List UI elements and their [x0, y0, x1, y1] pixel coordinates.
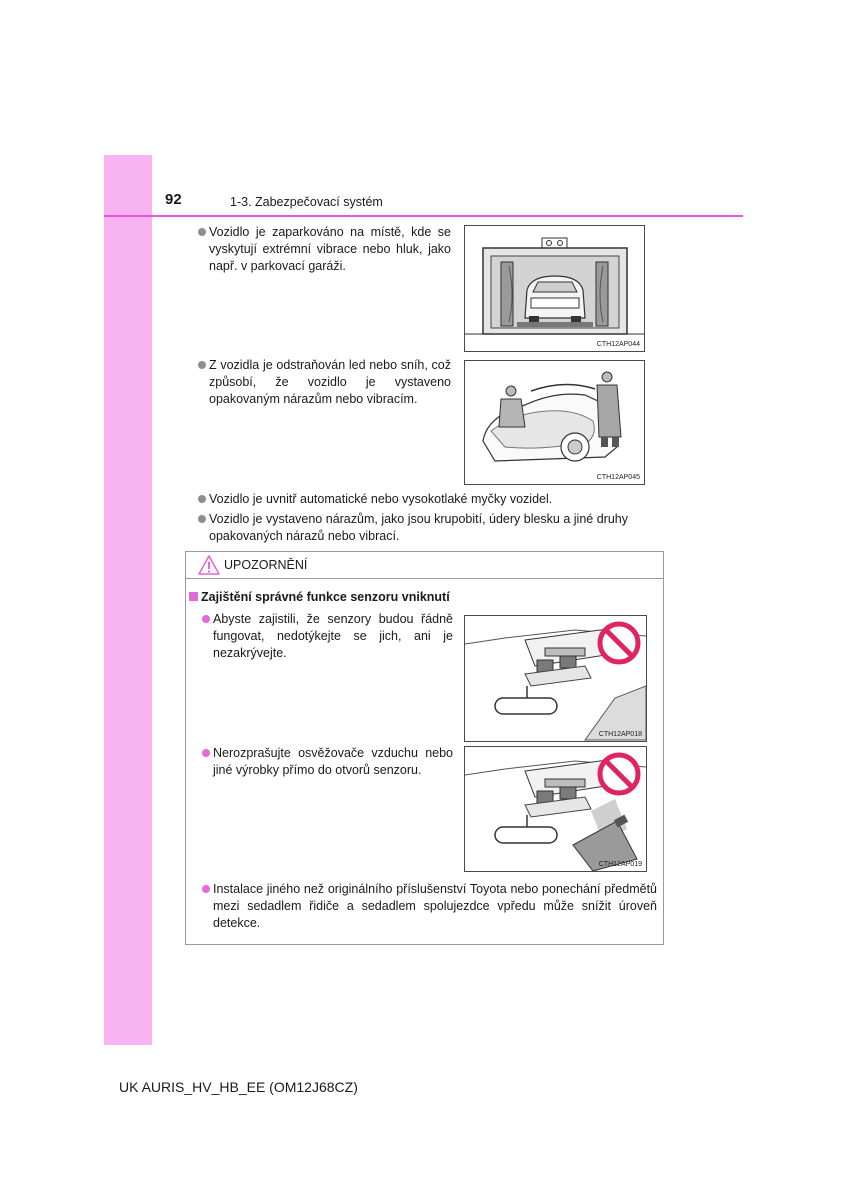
list-item [213, 611, 453, 662]
header-rule [104, 215, 743, 217]
figure-code: CTH12AP045 [596, 474, 640, 481]
warning-subheading: Zajištění správné funkce senzoru vniknutí [201, 590, 450, 604]
figure-car-wash [464, 225, 645, 352]
figure-sensor-spray [464, 746, 647, 872]
figure-code: CTH12AP044 [596, 341, 640, 348]
list-item [213, 881, 657, 932]
list-item-text: Vozidlo je vystaveno nárazům, jako jsou krupobití, údery blesku a jiné druhy opakovaných nárazů nebo vibrací. [209, 512, 628, 543]
figure-code: CTH12AP018 [598, 731, 642, 738]
list-item-text: Vozidlo je uvnitř automatické nebo vysokotlaké myčky vozidel. [209, 492, 553, 506]
figure-snow-removal [464, 360, 645, 485]
snow-removal-illustration-icon [465, 361, 644, 484]
side-bar [104, 155, 152, 1045]
list-item [213, 745, 453, 779]
bullet-dot-icon [198, 495, 206, 503]
list-item-text: Instalace jiného než originálního příslušenství Toyota nebo ponechání předmětů mezi sedadlem řidiče a sedadlem spolujezdce vpředu může snížit úroveň detekce. [213, 882, 657, 930]
list-item [209, 224, 451, 275]
warning-triangle-icon [198, 555, 220, 575]
list-item-text: Z vozidla je odstraňován led nebo sníh, což způsobí, že vozidlo je vystaveno opakovaným nárazům nebo vibracím. [209, 358, 451, 406]
figure-code: CTH12AP019 [598, 861, 642, 868]
page-number: 92 [165, 191, 182, 208]
warning-header [186, 552, 663, 579]
bullet-dot-icon [202, 615, 210, 623]
do-not-cover-sensor-illustration-icon [465, 616, 646, 741]
list-item-text: Nerozprašujte osvěžovače vzduchu nebo jiné výrobky přímo do otvorů senzoru. [213, 746, 453, 777]
list-item [209, 357, 451, 408]
bullet-dot-icon [202, 885, 210, 893]
section-title: 1-3. Zabezpečovací systém [230, 195, 383, 209]
warning-label: UPOZORNĚNÍ [224, 558, 308, 572]
bullet-dot-icon [198, 515, 206, 523]
bullet-dot-icon [198, 228, 206, 236]
list-item-text: Vozidlo je zaparkováno na místě, kde se vyskytují extrémní vibrace nebo hluk, jako např. v parkovací garáži. [209, 225, 451, 273]
square-bullet-icon [189, 592, 198, 601]
bullet-dot-icon [198, 361, 206, 369]
bullet-dot-icon [202, 749, 210, 757]
manual-code-footer: UK AURIS_HV_HB_EE (OM12J68CZ) [119, 1079, 358, 1095]
list-item [209, 511, 664, 545]
do-not-spray-sensor-illustration-icon [465, 747, 646, 871]
figure-sensor-cover [464, 615, 647, 742]
list-item [209, 491, 661, 508]
list-item-text: Abyste zajistili, že senzory budou řádně fungovat, nedotýkejte se jich, ani je nezakrývejte. [213, 612, 453, 660]
car-wash-illustration-icon [465, 226, 644, 351]
